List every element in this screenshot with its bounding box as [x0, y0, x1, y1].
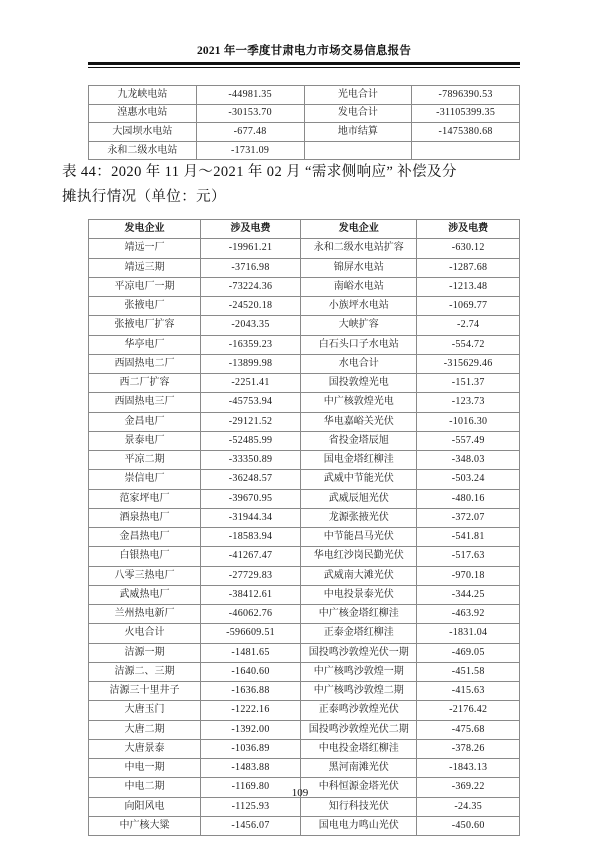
- cell-amount-right: -541.81: [417, 528, 520, 547]
- cell-summary-amount: -7896390.53: [412, 86, 520, 105]
- cell-amount-left: -1392.00: [201, 720, 301, 739]
- cell-amount-left: -1222.16: [201, 701, 301, 720]
- table-row: [89, 86, 520, 105]
- cell-enterprise-left: 华亭电厂: [89, 335, 201, 354]
- cell-enterprise-right: 武威中节能光伏: [301, 470, 417, 489]
- cell-amount: -677.48: [196, 123, 304, 142]
- cell-enterprise-right: 南峪水电站: [301, 277, 417, 296]
- cell-enterprise: 湟惠水电站: [89, 104, 197, 123]
- cell-enterprise-right: 龙源张掖光伏: [301, 508, 417, 527]
- caption-line-1: 表 44：2020 年 11 月～2021 年 02 月 “需求侧响应” 补偿及分: [62, 164, 457, 180]
- demand-response-table: [88, 219, 520, 836]
- cell-amount-left: -52485.99: [201, 431, 301, 450]
- table-body: [89, 239, 520, 836]
- table-row: [89, 701, 520, 720]
- cell-amount-right: -463.92: [417, 605, 520, 624]
- table-row: [89, 643, 520, 662]
- cell-enterprise-left: 张掖电厂扩容: [89, 316, 201, 335]
- cell-enterprise-right: 中电投景泰光伏: [301, 585, 417, 604]
- cell-enterprise-right: 武威南大滩光伏: [301, 566, 417, 585]
- cell-amount-right: -557.49: [417, 431, 520, 450]
- header-title: 2021 年一季度甘肃电力市场交易信息报告: [196, 45, 412, 57]
- demand-response-grid: [88, 219, 520, 836]
- cell-amount-left: -31944.34: [201, 508, 301, 527]
- table-row: [89, 354, 520, 373]
- cell-amount-left: -19961.21: [201, 239, 301, 258]
- cell-amount-right: -1069.77: [417, 297, 520, 316]
- cell-enterprise-right: 中广核金塔红柳洼: [301, 605, 417, 624]
- cell-amount: -44981.35: [196, 86, 304, 105]
- cell-enterprise-right: 省投金塔辰旭: [301, 431, 417, 450]
- cell-amount-left: -38412.61: [201, 585, 301, 604]
- cell-enterprise-left: 火电合计: [89, 624, 201, 643]
- cell-amount-right: -469.05: [417, 643, 520, 662]
- cell-enterprise-left: 中电二期: [89, 778, 201, 797]
- cell-enterprise-left: 西固热电二厂: [89, 354, 201, 373]
- cell-enterprise-right: 永和二级水电站扩容: [301, 239, 417, 258]
- table-row: [89, 605, 520, 624]
- continued-table-body: [89, 86, 520, 160]
- cell-amount-right: -480.16: [417, 489, 520, 508]
- table-row: [89, 566, 520, 585]
- table-row: [89, 335, 520, 354]
- cell-amount-right: -2176.42: [417, 701, 520, 720]
- table-row: [89, 412, 520, 431]
- cell-enterprise-left: 大唐景泰: [89, 739, 201, 758]
- table-row: [89, 451, 520, 470]
- cell-amount-left: -27729.83: [201, 566, 301, 585]
- cell-amount-right: -315629.46: [417, 354, 520, 373]
- table-row: [89, 393, 520, 412]
- cell-enterprise-right: 中广核鸣沙敦煌二期: [301, 682, 417, 701]
- page-number: 109: [291, 787, 309, 799]
- cell-enterprise-left: 张掖电厂: [89, 297, 201, 316]
- cell-amount-right: -517.63: [417, 547, 520, 566]
- table-row: [89, 104, 520, 123]
- cell-enterprise-left: 兰州热电新厂: [89, 605, 201, 624]
- cell-amount-right: -1831.04: [417, 624, 520, 643]
- cell-amount-right: -415.63: [417, 682, 520, 701]
- cell-enterprise-left: 洁源一期: [89, 643, 201, 662]
- cell-amount-left: -36248.57: [201, 470, 301, 489]
- cell-enterprise-right: 中广核鸣沙敦煌一期: [301, 662, 417, 681]
- cell-amount-left: -13899.98: [201, 354, 301, 373]
- cell-enterprise-right: 白石头口子水电站: [301, 335, 417, 354]
- cell-amount-right: -344.25: [417, 585, 520, 604]
- cell-summary-amount: -31105399.35: [412, 104, 520, 123]
- table-row: [89, 239, 520, 258]
- cell-amount-left: -16359.23: [201, 335, 301, 354]
- cell-amount-right: -503.24: [417, 470, 520, 489]
- cell-amount-left: -1036.89: [201, 739, 301, 758]
- cell-summary-amount: [412, 141, 520, 160]
- cell-amount-right: -151.37: [417, 374, 520, 393]
- cell-enterprise-left: 靖远一厂: [89, 239, 201, 258]
- cell-summary-label: [304, 141, 412, 160]
- cell-amount-left: -24520.18: [201, 297, 301, 316]
- cell-enterprise-left: 西二厂扩容: [89, 374, 201, 393]
- cell-enterprise-left: 西固热电三厂: [89, 393, 201, 412]
- table-row: [89, 258, 520, 277]
- page-header: [88, 44, 520, 68]
- table-row: [89, 316, 520, 335]
- cell-enterprise-left: 白银热电厂: [89, 547, 201, 566]
- cell-enterprise-left: 中广核大粱: [89, 816, 201, 835]
- table-row: [89, 759, 520, 778]
- cell-summary-label: 发电合计: [304, 104, 412, 123]
- cell-enterprise-left: 金昌热电厂: [89, 528, 201, 547]
- cell-amount-right: -378.26: [417, 739, 520, 758]
- cell-enterprise-right: 中电投金塔红柳洼: [301, 739, 417, 758]
- cell-enterprise-right: 国电金塔红柳洼: [301, 451, 417, 470]
- cell-amount-right: -24.35: [417, 797, 520, 816]
- cell-amount-right: -348.03: [417, 451, 520, 470]
- cell-enterprise-right: 正泰鸣沙敦煌光伏: [301, 701, 417, 720]
- table-row: [89, 682, 520, 701]
- cell-enterprise-right: 中节能昌马光伏: [301, 528, 417, 547]
- header-rule: [88, 62, 520, 68]
- table-row: [89, 547, 520, 566]
- cell-enterprise-right: 水电合计: [301, 354, 417, 373]
- cell-amount-left: -46062.76: [201, 605, 301, 624]
- cell-amount: -1731.09: [196, 141, 304, 160]
- cell-summary-label: 光电合计: [304, 86, 412, 105]
- cell-enterprise-left: 靖远三期: [89, 258, 201, 277]
- cell-enterprise: 九龙峡电站: [89, 86, 197, 105]
- table-row: [89, 431, 520, 450]
- cell-amount-right: -970.18: [417, 566, 520, 585]
- cell-amount-left: -1640.60: [201, 662, 301, 681]
- cell-enterprise-right: 正泰金塔红柳洼: [301, 624, 417, 643]
- cell-enterprise-right: 华电嘉峪关光伏: [301, 412, 417, 431]
- cell-amount-left: -2251.41: [201, 374, 301, 393]
- cell-enterprise-left: 崇信电厂: [89, 470, 201, 489]
- cell-enterprise-left: 平凉二期: [89, 451, 201, 470]
- cell-enterprise: 永和二级水电站: [89, 141, 197, 160]
- column-header: 发电企业: [89, 220, 201, 239]
- cell-amount-right: -2.74: [417, 316, 520, 335]
- cell-amount-left: -39670.95: [201, 489, 301, 508]
- table-row: [89, 720, 520, 739]
- table-row: [89, 797, 520, 816]
- cell-amount-right: -450.60: [417, 816, 520, 835]
- cell-enterprise-left: 武威热电厂: [89, 585, 201, 604]
- cell-enterprise-left: 中电一期: [89, 759, 201, 778]
- cell-enterprise-right: 国投鸣沙敦煌光伏二期: [301, 720, 417, 739]
- table-row: [89, 141, 520, 160]
- cell-enterprise-right: 国电电力鸣山光伏: [301, 816, 417, 835]
- table-row: [89, 277, 520, 296]
- cell-enterprise-right: 黑河南滩光伏: [301, 759, 417, 778]
- header-row: [89, 220, 520, 239]
- table-row: [89, 489, 520, 508]
- table-row: [89, 508, 520, 527]
- cell-amount-left: -1483.88: [201, 759, 301, 778]
- cell-amount-right: -1287.68: [417, 258, 520, 277]
- cell-enterprise-left: 范家坪电厂: [89, 489, 201, 508]
- cell-summary-amount: -1475380.68: [412, 123, 520, 142]
- cell-amount-left: -1125.93: [201, 797, 301, 816]
- table-row: [89, 123, 520, 142]
- table-row: [89, 739, 520, 758]
- table-row: [89, 297, 520, 316]
- cell-enterprise-left: 平凉电厂一期: [89, 277, 201, 296]
- table-row: [89, 528, 520, 547]
- cell-amount-left: -45753.94: [201, 393, 301, 412]
- cell-enterprise-right: 知行科技光伏: [301, 797, 417, 816]
- cell-enterprise-left: 洁源三十里井子: [89, 682, 201, 701]
- cell-amount-left: -29121.52: [201, 412, 301, 431]
- cell-amount-right: -1213.48: [417, 277, 520, 296]
- cell-amount-right: -372.07: [417, 508, 520, 527]
- cell-enterprise-right: 国投敦煌光电: [301, 374, 417, 393]
- column-header: 发电企业: [301, 220, 417, 239]
- table-row: [89, 816, 520, 835]
- table-row: [89, 662, 520, 681]
- table-row: [89, 585, 520, 604]
- cell-amount-right: -554.72: [417, 335, 520, 354]
- table-row: [89, 624, 520, 643]
- cell-amount-left: -33350.89: [201, 451, 301, 470]
- cell-enterprise-right: 国投鸣沙敦煌光伏一期: [301, 643, 417, 662]
- cell-enterprise-left: 大唐二期: [89, 720, 201, 739]
- cell-amount-left: -2043.35: [201, 316, 301, 335]
- column-header: 涉及电费: [201, 220, 301, 239]
- caption-line-2: 摊执行情况（单位：元）: [62, 189, 226, 205]
- cell-amount-right: -630.12: [417, 239, 520, 258]
- table-header-row: [89, 220, 520, 239]
- cell-enterprise-right: 大峡扩容: [301, 316, 417, 335]
- cell-enterprise-right: 锦屏水电站: [301, 258, 417, 277]
- cell-enterprise-right: 武威辰旭光伏: [301, 489, 417, 508]
- cell-enterprise-right: 小族坪水电站: [301, 297, 417, 316]
- cell-amount-right: -475.68: [417, 720, 520, 739]
- cell-enterprise-right: 中广核敦煌光电: [301, 393, 417, 412]
- cell-summary-label: 地市结算: [304, 123, 412, 142]
- cell-enterprise-left: 八零三热电厂: [89, 566, 201, 585]
- table-row: [89, 470, 520, 489]
- cell-enterprise-left: 景泰电厂: [89, 431, 201, 450]
- continued-table-grid: [88, 85, 520, 160]
- cell-amount-right: -369.22: [417, 778, 520, 797]
- table-row: [89, 374, 520, 393]
- cell-amount-right: -451.58: [417, 662, 520, 681]
- cell-amount-left: -18583.94: [201, 528, 301, 547]
- table-caption: [62, 160, 542, 210]
- cell-enterprise-left: 向阳风电: [89, 797, 201, 816]
- cell-amount-left: -596609.51: [201, 624, 301, 643]
- cell-enterprise-left: 大唐玉门: [89, 701, 201, 720]
- cell-amount: -30153.70: [196, 104, 304, 123]
- cell-amount-right: -123.73: [417, 393, 520, 412]
- continued-table: [88, 85, 520, 160]
- cell-amount-left: -1636.88: [201, 682, 301, 701]
- cell-amount-left: -1456.07: [201, 816, 301, 835]
- cell-amount-left: -41267.47: [201, 547, 301, 566]
- cell-amount-left: -1169.80: [201, 778, 301, 797]
- cell-amount-left: -73224.36: [201, 277, 301, 296]
- cell-enterprise-left: 金昌电厂: [89, 412, 201, 431]
- cell-amount-right: -1843.13: [417, 759, 520, 778]
- cell-amount-left: -1481.65: [201, 643, 301, 662]
- cell-enterprise-right: 中科恒源金塔光伏: [301, 778, 417, 797]
- cell-enterprise-left: 洁源二、三期: [89, 662, 201, 681]
- cell-amount-left: -3716.98: [201, 258, 301, 277]
- column-header: 涉及电费: [417, 220, 520, 239]
- cell-enterprise: 大园坝水电站: [89, 123, 197, 142]
- cell-enterprise-right: 华电红沙岗民勤光伏: [301, 547, 417, 566]
- cell-enterprise-left: 酒泉热电厂: [89, 508, 201, 527]
- cell-amount-right: -1016.30: [417, 412, 520, 431]
